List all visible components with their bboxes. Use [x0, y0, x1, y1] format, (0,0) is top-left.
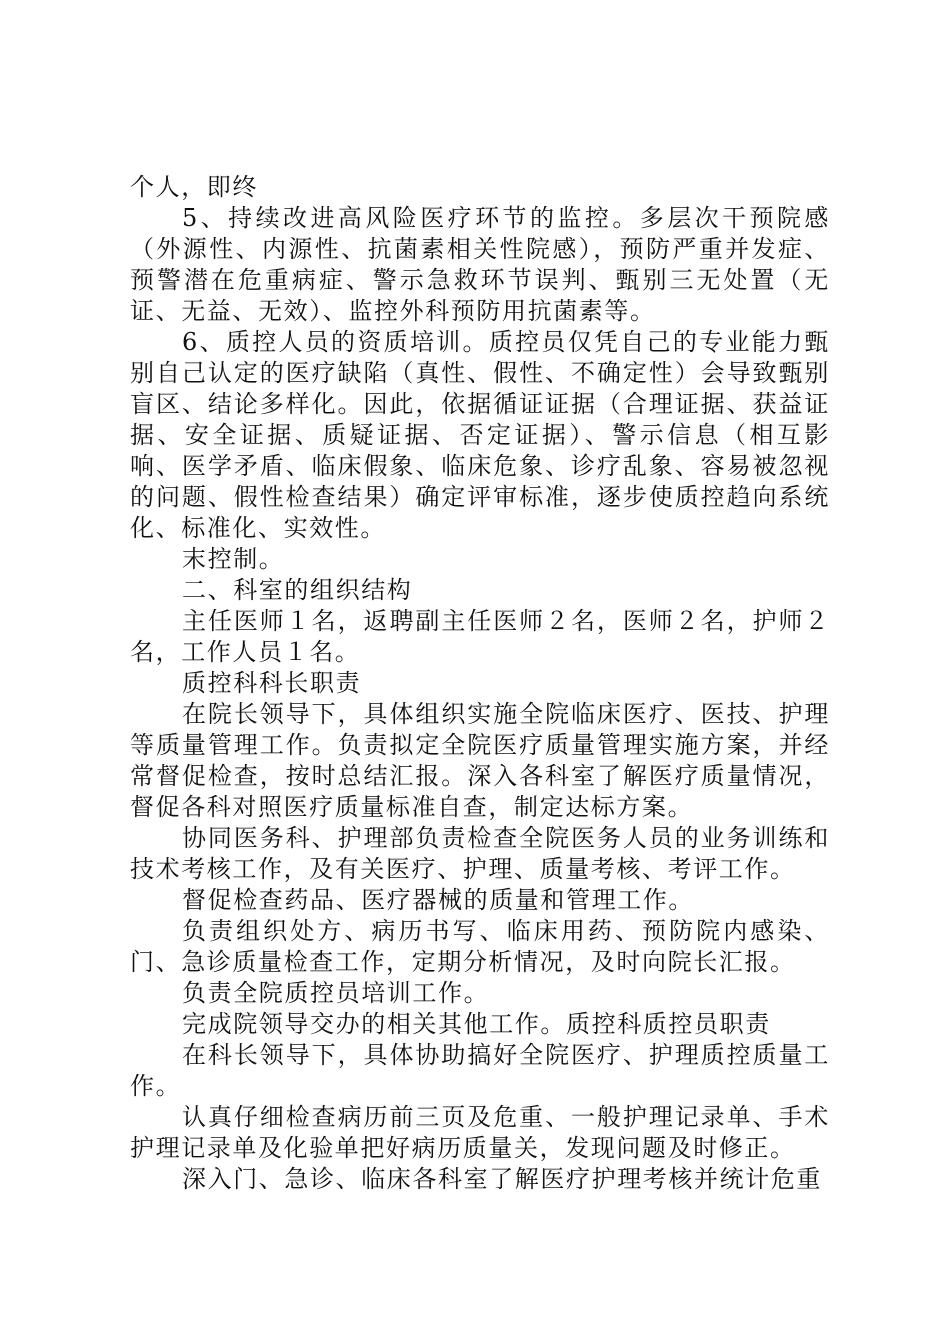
paragraph: 深入门、急诊、临床各科室了解医疗护理考核并统计危重 — [182, 1165, 822, 1193]
document-body — [130, 172, 830, 1195]
paragraph: 督促检查药品、医疗器械的质量和管理工作。 — [182, 886, 694, 914]
paragraph: 在院长领导下，具体组织实施全院临床医疗、医技、护理等质量管理工作。负责拟定全院医疗质量管理实施方案，并经常督促检查，按时总结汇报。深入各科室了解医疗质量情况，督促各科对照医疗质量标准自查，制定达标方案。 — [130, 700, 830, 821]
paragraph: 末控制。 — [182, 545, 285, 573]
paragraph: 负责组织处方、病历书写、临床用药、预防院内感染、门、急诊质量检查工作，定期分析情况，及时向院长汇报。 — [130, 917, 830, 976]
section-heading: 二、科室的组织结构 — [182, 576, 413, 604]
paragraph: 6、质控人员的资质培训。质控员仅凭自己的专业能力甄别自己认定的医疗缺陷（真性、假性、不确定性）会导致甄别盲区、结论多样化。因此，依据循证证据（合理证据、获益证据、安全证据、质疑证据、否定证据）、警示信息（相互影响、医学矛盾、临床假象、临床危象、诊疗乱象、容易被忽视的问题、假性检查结果）确定评审标准，逐步使质控趋向系统化、标准化、实效性。 — [130, 328, 830, 542]
paragraph: 协同医务科、护理部负责检查全院医务人员的业务训练和技术考核工作，及有关医疗、护理、质量考核、考评工作。 — [130, 824, 830, 883]
paragraph: 完成院领导交办的相关其他工作。质控科质控员职责 — [182, 1010, 771, 1038]
paragraph: 个人，即终 — [130, 173, 258, 201]
paragraph: 5、持续改进高风险医疗环节的监控。多层次干预院感（外源性、内源性、抗菌素相关性院感），预防严重并发症、预警潜在危重病症、警示急救环节误判、甄别三无处置（无证、无益、无效）、监控外科预防用抗菌素等。 — [130, 204, 830, 325]
paragraph: 认真仔细检查病历前三页及危重、一般护理记录单、手术护理记录单及化验单把好病历质量关，发现问题及时修正。 — [130, 1103, 830, 1162]
paragraph: 在科长领导下，具体协助搞好全院医疗、护理质控质量工作。 — [130, 1041, 830, 1100]
paragraph: 负责全院质控员培训工作。 — [182, 979, 490, 1007]
section-heading: 质控科科长职责 — [182, 669, 362, 697]
paragraph: 主任医师１名，返聘副主任医师２名，医师２名，护师２名，工作人员１名。 — [130, 607, 830, 666]
